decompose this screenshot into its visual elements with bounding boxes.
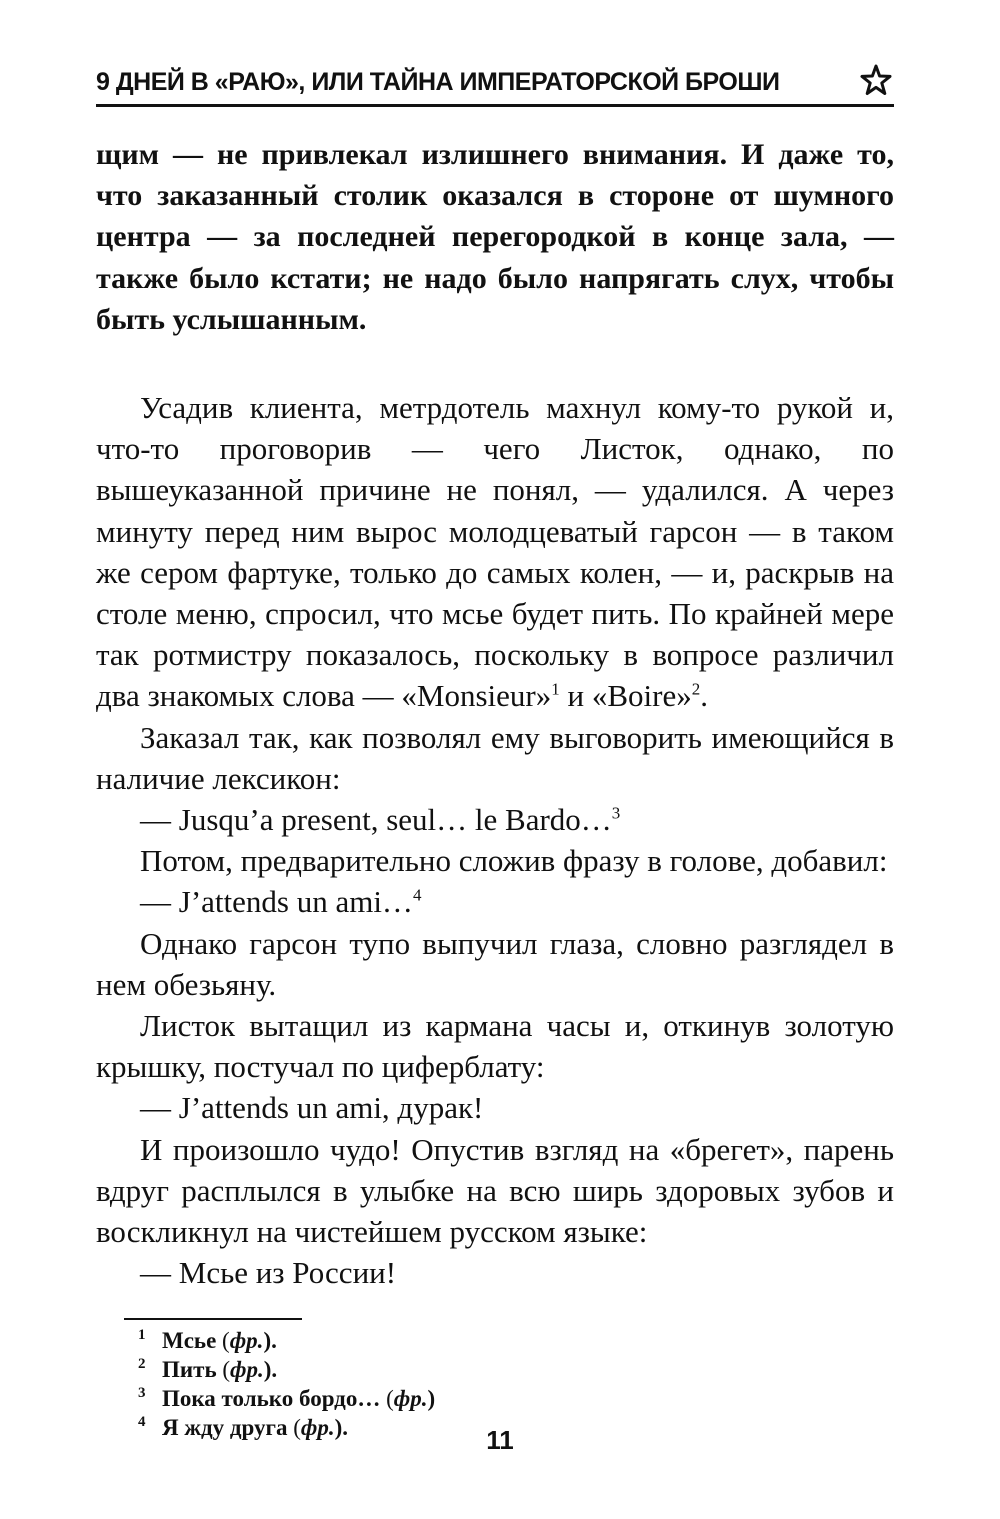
footnote-text: Пить [162, 1357, 217, 1382]
text-run: Усадив клиента, метрдотель махнул кому-то рукой и, что-то проговорив — чего Листок, однако, по вышеуказанной причине не понял, — удалился. А через минуту перед ним вырос молодцеватый гарсон — в таком же сером фартуке, только до самых колен, — и, раскрыв на столе меню, спросил, что мсье будет пить. По крайней мере так ротмистру показалось, поскольку в вопросе различил два знакомых слова — «Monsieur» [96, 390, 894, 714]
footnote-ref[interactable]: 4 [412, 886, 422, 906]
footnote-lang: фр. [300, 1415, 335, 1440]
paragraph: И произошло чудо! Опустив взгляд на «брегет», парень вдруг расплылся в улыбке на всю ширь здоровых зубов и воскликнул на чистейшем русском языке: [96, 1131, 894, 1250]
page-number: 11 [486, 1425, 514, 1455]
footnote: 1 Мсье (фр.). [138, 1327, 277, 1353]
text-run: — J’attends un ami… [140, 884, 413, 920]
footnote-ref[interactable]: 2 [691, 680, 701, 700]
footnote: 3 Пока только бордо… (фр.) [138, 1385, 436, 1411]
paragraph: Однако гарсон тупо выпучил глаза, словно разглядел в нем обезьяну. [96, 925, 894, 1002]
main-text-block [96, 387, 894, 1293]
text-run: и «Boire» [559, 678, 692, 714]
dialogue-line [96, 881, 894, 922]
footnote-lang: фр. [230, 1357, 264, 1382]
continued-paragraph-block [96, 134, 894, 340]
footnote-lang: фр. [393, 1386, 428, 1411]
paragraph: Листок вытащил из кармана часы и, откинув золотую крышку, постучал по циферблату: [96, 1008, 894, 1085]
footnote-lang: фр. [229, 1328, 264, 1353]
continued-paragraph: щим — не привлекал излишнего внимания. И даже то, что заказанный столик оказался в стороне от шумного центра — за последней перегородкой в конце зала, — также было кстати; не надо было напрягать слух, чтобы быть услышанным. [96, 138, 894, 336]
running-header [96, 60, 894, 107]
dialogue-line: — J’attends un ami, дурак! [140, 1090, 484, 1126]
footnote: 2 Пить (фр.). [138, 1356, 278, 1382]
paragraph: Потом, предварительно сложив фразу в голове, добавил: [140, 843, 888, 879]
text-run: . [700, 678, 708, 714]
footnote-text: Мсье [162, 1328, 217, 1353]
paragraph [96, 387, 894, 717]
star-icon [860, 64, 892, 96]
footnote: 4 Я жду друга (фр.). [138, 1414, 349, 1440]
header-title: 9 ДНЕЙ В «РАЮ», ИЛИ ТАЙНА ИМПЕРАТОРСКОЙ БРОШИ [96, 68, 780, 96]
dialogue-line: — Мсье из России! [140, 1255, 397, 1291]
footnote-text: Пока только бордо… [162, 1386, 381, 1411]
paragraph: Заказал так, как позволял ему выговорить имеющийся в наличие лексикон: [96, 719, 894, 796]
footnote-divider [124, 1318, 302, 1320]
footnote-text: Я жду друга [162, 1415, 288, 1440]
footnote-ref[interactable]: 1 [551, 680, 560, 700]
footnote-ref[interactable]: 3 [611, 803, 621, 823]
text-run: — Jusqu’a present, seul… le Bardo… [140, 802, 612, 838]
dialogue-line [96, 799, 894, 840]
